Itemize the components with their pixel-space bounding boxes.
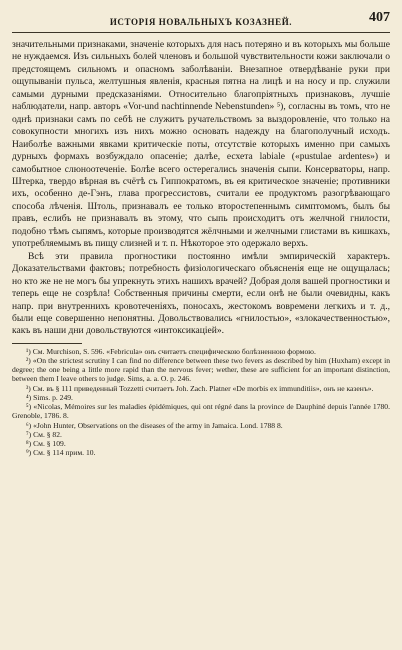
footnote: ⁵) «Nicolas, Mémoires sur les maladies épidémiques, qui ont régné dans la province de Dauphiné depuis l'année 1780. Grenoble, 1786. 8. <box>12 402 390 421</box>
page-number: 407 <box>369 10 390 25</box>
header-rule <box>12 32 390 33</box>
footnote: ³) См. въ § 111 приведенный Tozzetti считаетъ Joh. Zach. Platner «De morbis ex immunditiis», онъ не казенъ». <box>26 383 374 393</box>
paragraph: значительными признаками, значеніе которыхъ для насъ потеряно и въ которыхъ мы больше не нуждаемся. Изъ сильныхъ болей членовъ и большой чувствительности кожи заключали о предстоящемъ сильномъ и опасномъ заболѣваніи. Внезапное отвердѣваніе руки при ощупываніи пульса, желтушныя явленія, красныя пятна на лицѣ и на носу и пр. служили самыми дурными предсказаніями. Относительно благопріятныхъ признаковъ, лучшіе наблюдатели, напр. авторъ «Vor-und nachtinnende Nebenstunden» ⁵), согласны въ томъ, что не однѣ признаки самъ по себѣ не служитъ ручательствомъ за выздоровленіе, что только на совокупности многихъ изъ нихъ можно основать надежду на благополучный исходъ. Наиболѣе важными явками критическіе поты, отсутствіе которыхъ именно при самыхъ дурныхъ формахъ возбуждало опасеніе; далѣе, есхета labialе («pustulae ardentes») и самобытное слюноотеченіе. Болѣе всего остерегались значенія сыпи. Консерваторы, напр. Штерка, твердо вѣрная въ счётѣ съ Гиппократомъ, въ ея критическое значеніе; противники ихъ, особенно де-Гэнъ, глава прогрессистовъ, считали ее продуктомъ разогрѣвающаго способа лѣченія. Штоль, признавалъ ее только второстепеннымъ симптомомъ, былъ бы правъ, еслибъ не признавалъ въ этому, что сыпь происходитъ отъ желчной гнилости, подобно тѣмъ сыпямъ, которые производятся жёлчными и желчными глистами въ кишкахъ, употребляемымъ въ пищу слизней и т. п. Нѣкоторое это одержало верхъ. <box>12 39 390 250</box>
footnote-rule <box>12 343 82 344</box>
paragraph: Всѣ эти правила прогностики постоянно имѣли эмпирическій характеръ. Доказательствами фактовъ; потребность физіологическаго объясненія еще не ощущалась; но кто же не не могъ бы упрекнуть этихъ нашихъ врачей? Добрая доля вашей прогностики и теперь еще не созрѣла! Собственныя причины смерти, если онѣ не были очевидны, какъ напр. при внутреннихъ кровотеченіяхъ, поносахъ, жестокомъ вовремени легкихъ и т. д., были еще совершенно непонятны. Довольствовались «гнилостью», «злокачественностью», какъ въ наши дни довольствуются «интоксикаціей». <box>12 250 390 337</box>
footnote: ⁹) См. § 114 прим. 10. <box>26 448 96 458</box>
page-header <box>12 12 390 30</box>
footnotes <box>12 347 390 457</box>
running-head: ИСТОРІЯ НОВАЛЬНЫХЪ КОЗАЗНЕЙ. <box>109 17 293 27</box>
footnote: ¹) См. Murchison, S. 596. «Febricula» онъ считаетъ специфическою болѣзненною формою. <box>26 346 316 356</box>
footnote: ⁴) Sims. p. 249. <box>26 392 73 402</box>
footnote: ⁶) «John Hunter, Observations on the diseases of the army in Jamaica. Lond. 1788 8. <box>26 420 283 430</box>
main-text <box>12 39 390 338</box>
footnote: ²) «On the strictest scrutiny I can find no difference between these two fevers as described by him (Huxham) except in degree; the one being a little more rapid than the nervous fever; wether, these are sufficient for an important distinction, between them I leave others to judge. Sims, a. a. O. p. 246. <box>12 356 390 384</box>
footnote: ⁸) См. § 109. <box>26 438 66 448</box>
footnote: ⁷) См. § 82. <box>26 429 62 439</box>
